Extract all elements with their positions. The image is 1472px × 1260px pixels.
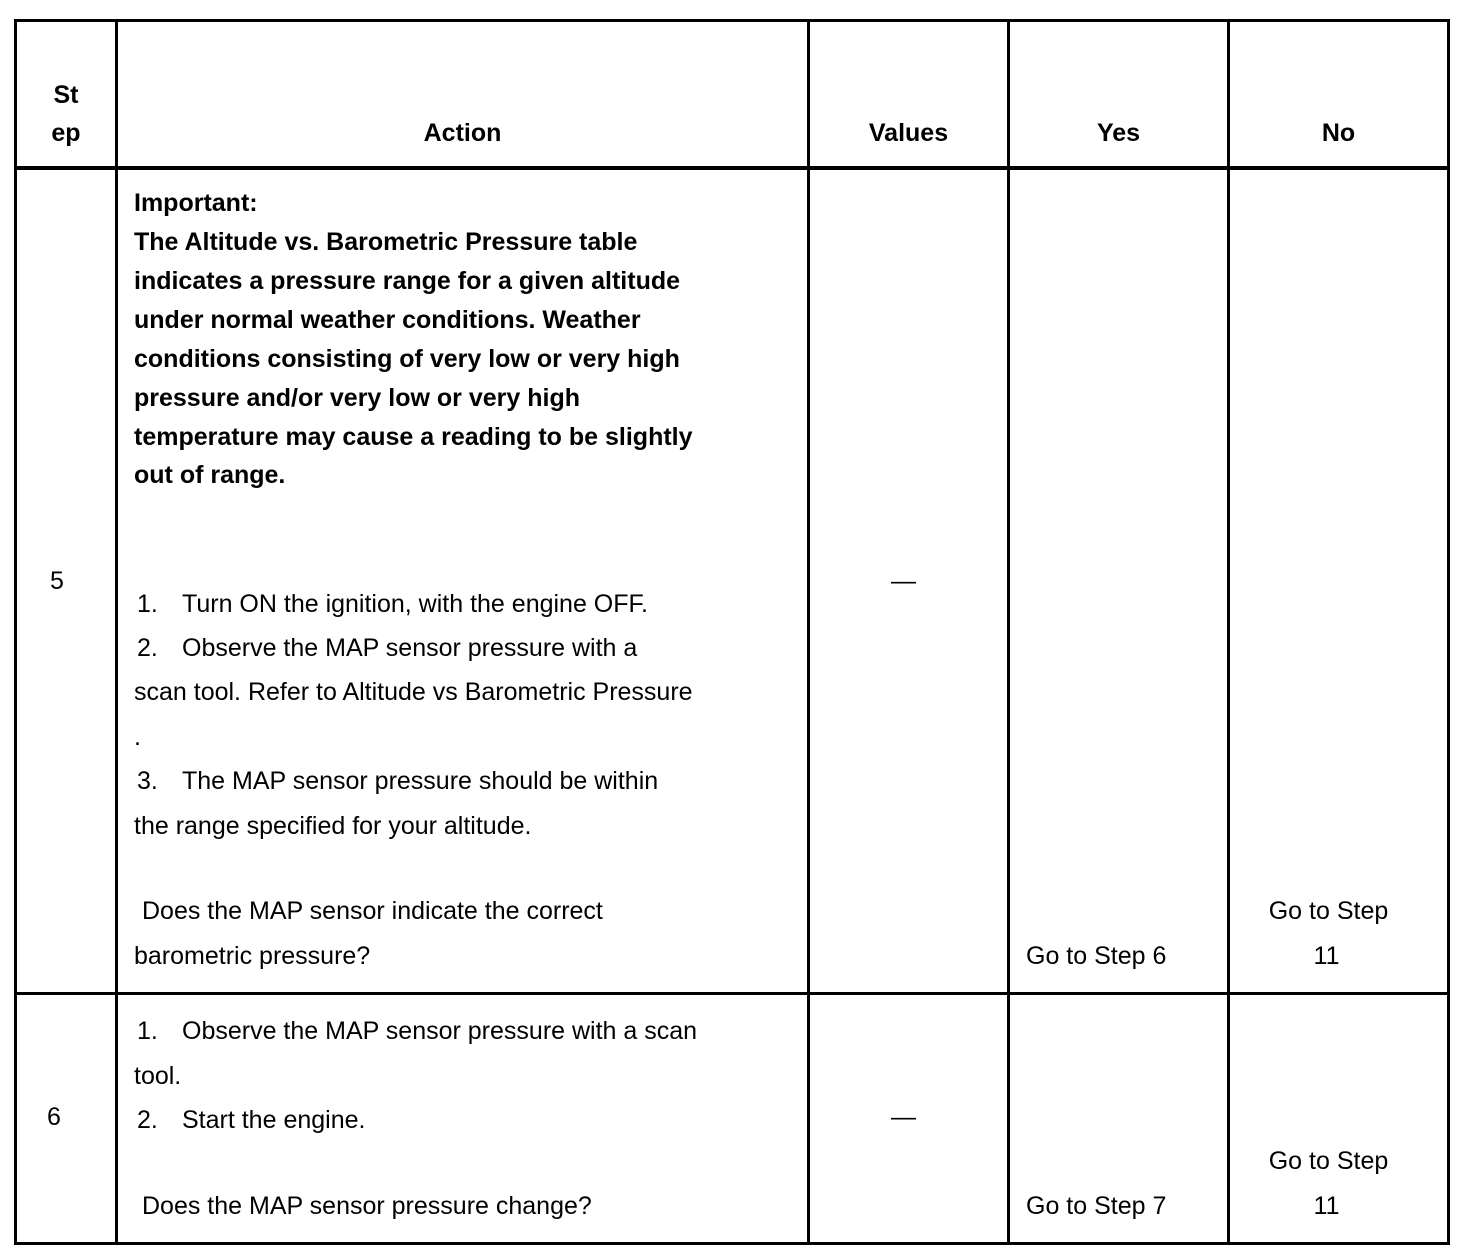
important-text-line: conditions consisting of very low or very high bbox=[134, 345, 680, 373]
header-no: No bbox=[1321, 119, 1356, 147]
important-text-line: out of range. bbox=[134, 461, 286, 489]
no-cell-line: 11 bbox=[1313, 1192, 1340, 1220]
row-divider bbox=[14, 992, 1450, 995]
step-item-text: . bbox=[134, 723, 141, 751]
header-values: Values bbox=[868, 119, 949, 147]
important-text-line: The Altitude vs. Barometric Pressure table bbox=[134, 228, 638, 256]
step-item-text: Start the engine. bbox=[182, 1106, 366, 1134]
step-number: 6 bbox=[47, 1103, 61, 1131]
step-item-text: tool. bbox=[134, 1062, 182, 1090]
question-text: barometric pressure? bbox=[134, 942, 371, 970]
question-text: Does the MAP sensor pressure change? bbox=[142, 1192, 592, 1220]
step-item-text: scan tool. Refer to Altitude vs Barometric Pressure bbox=[134, 678, 693, 706]
header-step-line-1: St bbox=[53, 81, 79, 109]
step-item-text: the range specified for your altitude. bbox=[134, 812, 532, 840]
important-text-line: indicates a pressure range for a given altitude bbox=[134, 267, 681, 295]
no-cell-line: Go to Step bbox=[1268, 897, 1389, 925]
header-action: Action bbox=[423, 119, 502, 147]
important-text-line: temperature may cause a reading to be slightly bbox=[134, 423, 693, 451]
table-border-left bbox=[14, 19, 17, 1245]
yes-cell: Go to Step 7 bbox=[1026, 1192, 1167, 1220]
step-item-number: 3. bbox=[137, 767, 158, 795]
header-step-line-2: ep bbox=[51, 119, 81, 147]
important-text-line: under normal weather conditions. Weather bbox=[134, 306, 641, 334]
column-divider bbox=[115, 19, 118, 1245]
step-item-number: 2. bbox=[137, 1106, 158, 1134]
no-cell-line: Go to Step bbox=[1268, 1147, 1389, 1175]
step-item-text: Observe the MAP sensor pressure with a scan bbox=[182, 1017, 698, 1045]
table-border-bottom bbox=[14, 1242, 1450, 1245]
header-yes: Yes bbox=[1096, 119, 1141, 147]
values-cell: — bbox=[891, 1103, 916, 1131]
table-border-top bbox=[14, 19, 1450, 22]
step-item-number: 1. bbox=[137, 590, 158, 618]
yes-cell: Go to Step 6 bbox=[1026, 942, 1167, 970]
step-number: 5 bbox=[50, 567, 64, 595]
header-divider bbox=[14, 166, 1450, 170]
step-item-text: Observe the MAP sensor pressure with a bbox=[182, 634, 638, 662]
column-divider bbox=[1227, 19, 1230, 1245]
important-text-line: pressure and/or very low or very high bbox=[134, 384, 580, 412]
no-cell-line: 11 bbox=[1313, 942, 1340, 970]
step-item-text: Turn ON the ignition, with the engine OFF. bbox=[182, 590, 648, 618]
question-text: Does the MAP sensor indicate the correct bbox=[142, 897, 603, 925]
column-divider bbox=[1007, 19, 1010, 1245]
step-item-number: 1. bbox=[137, 1017, 158, 1045]
step-item-text: The MAP sensor pressure should be within bbox=[182, 767, 659, 795]
column-divider bbox=[807, 19, 810, 1245]
step-item-number: 2. bbox=[137, 634, 158, 662]
values-cell: — bbox=[891, 567, 916, 595]
table-border-right bbox=[1447, 19, 1450, 1245]
important-label: Important: bbox=[134, 189, 258, 217]
